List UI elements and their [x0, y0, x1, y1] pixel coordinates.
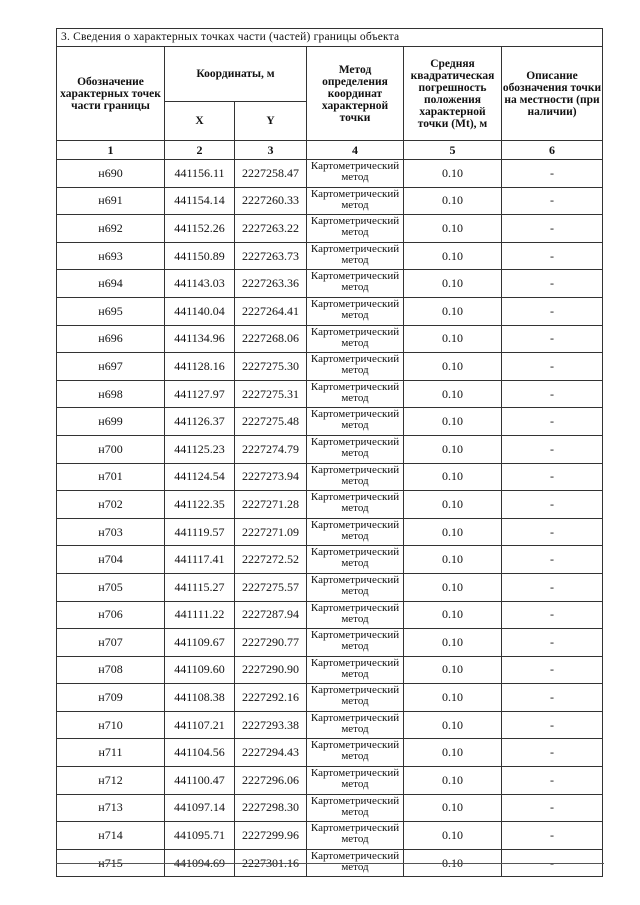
- method-line-2: метод: [341, 833, 369, 846]
- table-row: [57, 463, 603, 491]
- table-row: [57, 573, 603, 601]
- coord-y: 2227275.48: [235, 408, 307, 436]
- method: [307, 739, 404, 767]
- method-line-2: метод: [341, 695, 369, 708]
- method-line-2: метод: [341, 364, 369, 377]
- coord-y: 2227273.94: [235, 463, 307, 491]
- point-id: н690: [57, 160, 165, 188]
- method-line-1: Картометрический: [310, 518, 400, 531]
- coord-x: 441154.14: [165, 187, 235, 215]
- method-line-1: Картометрический: [310, 794, 400, 807]
- error-mt: 0.10: [404, 242, 502, 270]
- method-line-1: Картометрический: [310, 463, 400, 476]
- table-row: [57, 380, 603, 408]
- description: -: [502, 684, 603, 712]
- method: [307, 491, 404, 519]
- coord-y: 2227293.38: [235, 711, 307, 739]
- error-mt: 0.10: [404, 380, 502, 408]
- error-mt: 0.10: [404, 270, 502, 298]
- method-line-1: Картометрический: [310, 325, 400, 338]
- coord-y: 2227268.06: [235, 325, 307, 353]
- header-coordinates: Координаты, м: [165, 47, 307, 102]
- table-row: [57, 739, 603, 767]
- error-mt: 0.10: [404, 518, 502, 546]
- point-id: н701: [57, 463, 165, 491]
- method-line-1: Картометрический: [310, 353, 400, 366]
- method-line-2: метод: [341, 584, 369, 597]
- method-line-2: метод: [341, 446, 369, 459]
- coord-x: 441100.47: [165, 767, 235, 795]
- boundary-points-table: [56, 28, 603, 877]
- coord-x: 441127.97: [165, 380, 235, 408]
- method-line-2: метод: [341, 529, 369, 542]
- coord-x: 441134.96: [165, 325, 235, 353]
- description: -: [502, 353, 603, 381]
- method-line-2: метод: [341, 750, 369, 763]
- method-line-1: Картометрический: [310, 601, 400, 614]
- description: -: [502, 215, 603, 243]
- coord-x: 441152.26: [165, 215, 235, 243]
- section-title: 3. Сведения о характерных точках части (частей) границы объекта: [57, 29, 603, 47]
- point-id: н704: [57, 546, 165, 574]
- method: [307, 160, 404, 188]
- table-row: [57, 242, 603, 270]
- description: -: [502, 380, 603, 408]
- table-row: [57, 794, 603, 822]
- column-number-row: [57, 141, 603, 160]
- error-mt: 0.10: [404, 435, 502, 463]
- coord-y: 2227263.36: [235, 270, 307, 298]
- table-row: [57, 822, 603, 850]
- method-line-2: метод: [341, 419, 369, 432]
- description: -: [502, 601, 603, 629]
- description: -: [502, 408, 603, 436]
- method: [307, 187, 404, 215]
- coord-x: 441156.11: [165, 160, 235, 188]
- table-row: [57, 518, 603, 546]
- description: -: [502, 463, 603, 491]
- method-line-1: Картометрический: [310, 739, 400, 752]
- header-designation: Обозначение характерных точек части границы: [57, 47, 165, 141]
- coord-y: 2227271.28: [235, 491, 307, 519]
- error-mt: 0.10: [404, 601, 502, 629]
- method-line-2: метод: [341, 391, 369, 404]
- method-line-2: метод: [341, 778, 369, 791]
- method-line-1: Картометрический: [310, 656, 400, 669]
- description: -: [502, 794, 603, 822]
- point-id: н693: [57, 242, 165, 270]
- description: -: [502, 739, 603, 767]
- description: -: [502, 849, 603, 877]
- method-line-2: метод: [341, 860, 369, 873]
- coord-y: 2227294.43: [235, 739, 307, 767]
- header-row: [57, 47, 603, 102]
- coord-x: 441140.04: [165, 297, 235, 325]
- method: [307, 629, 404, 657]
- method-line-2: метод: [341, 805, 369, 818]
- table-row: [57, 546, 603, 574]
- method-line-1: Картометрический: [310, 849, 400, 862]
- coord-x: 441143.03: [165, 270, 235, 298]
- coord-x: 441122.35: [165, 491, 235, 519]
- method-line-2: метод: [341, 474, 369, 487]
- point-id: н705: [57, 573, 165, 601]
- coord-x: 441119.57: [165, 518, 235, 546]
- method-line-1: Картометрический: [310, 270, 400, 283]
- coord-y: 2227301.16: [235, 849, 307, 877]
- error-mt: 0.10: [404, 629, 502, 657]
- error-mt: 0.10: [404, 573, 502, 601]
- method: [307, 711, 404, 739]
- error-mt: 0.10: [404, 325, 502, 353]
- description: -: [502, 629, 603, 657]
- method: [307, 601, 404, 629]
- method: [307, 656, 404, 684]
- coord-x: 441128.16: [165, 353, 235, 381]
- point-id: н697: [57, 353, 165, 381]
- point-id: н694: [57, 270, 165, 298]
- column-number: 6: [502, 141, 603, 160]
- description: -: [502, 711, 603, 739]
- table-row: [57, 491, 603, 519]
- coord-y: 2227258.47: [235, 160, 307, 188]
- error-mt: 0.10: [404, 684, 502, 712]
- coord-y: 2227298.30: [235, 794, 307, 822]
- method: [307, 684, 404, 712]
- error-mt: 0.10: [404, 187, 502, 215]
- method-line-2: метод: [341, 502, 369, 515]
- point-id: н696: [57, 325, 165, 353]
- description: -: [502, 767, 603, 795]
- error-mt: 0.10: [404, 408, 502, 436]
- point-id: н691: [57, 187, 165, 215]
- coord-y: 2227271.09: [235, 518, 307, 546]
- table-row: [57, 270, 603, 298]
- coord-y: 2227272.52: [235, 546, 307, 574]
- error-mt: 0.10: [404, 656, 502, 684]
- coord-x: 441094.69: [165, 849, 235, 877]
- coord-x: 441095.71: [165, 822, 235, 850]
- description: -: [502, 297, 603, 325]
- method-line-1: Картометрический: [310, 711, 400, 724]
- coord-y: 2227296.06: [235, 767, 307, 795]
- error-mt: 0.10: [404, 794, 502, 822]
- coord-x: 441150.89: [165, 242, 235, 270]
- point-id: н692: [57, 215, 165, 243]
- header-error: Средняя квадратическая погрешность положения характерной точки (Mt), м: [404, 47, 502, 141]
- table-head: [57, 29, 603, 160]
- method-line-2: метод: [341, 171, 369, 183]
- method-line-1: Картометрический: [310, 408, 400, 421]
- method-line-1: Картометрический: [310, 822, 400, 835]
- method-line-1: Картометрический: [310, 767, 400, 780]
- table-row: [57, 297, 603, 325]
- table-row: [57, 325, 603, 353]
- coord-x: 441107.21: [165, 711, 235, 739]
- description: -: [502, 491, 603, 519]
- coord-x: 441126.37: [165, 408, 235, 436]
- header-x: X: [165, 102, 235, 141]
- description: -: [502, 435, 603, 463]
- point-id: н708: [57, 656, 165, 684]
- method: [307, 573, 404, 601]
- header-y: Y: [235, 102, 307, 141]
- method: [307, 242, 404, 270]
- method-line-2: метод: [341, 308, 369, 321]
- footer-divider: [56, 863, 604, 864]
- table-row: [57, 353, 603, 381]
- method: [307, 353, 404, 381]
- method-line-1: Картометрический: [310, 187, 400, 200]
- point-id: н695: [57, 297, 165, 325]
- description: -: [502, 518, 603, 546]
- error-mt: 0.10: [404, 353, 502, 381]
- error-mt: 0.10: [404, 463, 502, 491]
- table-body: [57, 160, 603, 877]
- point-id: н699: [57, 408, 165, 436]
- method-line-2: метод: [341, 226, 369, 239]
- method: [307, 518, 404, 546]
- description: -: [502, 325, 603, 353]
- coord-y: 2227290.90: [235, 656, 307, 684]
- coord-x: 441109.67: [165, 629, 235, 657]
- point-id: н709: [57, 684, 165, 712]
- error-mt: 0.10: [404, 546, 502, 574]
- point-id: н707: [57, 629, 165, 657]
- error-mt: 0.10: [404, 491, 502, 519]
- coord-y: 2227299.96: [235, 822, 307, 850]
- header-method: Метод определения координат характерной точки: [307, 47, 404, 141]
- method-line-1: Картометрический: [310, 491, 400, 504]
- method-line-2: метод: [341, 557, 369, 570]
- table-row: [57, 408, 603, 436]
- method-line-1: Картометрический: [310, 215, 400, 228]
- method-line-1: Картометрический: [310, 546, 400, 559]
- method-line-1: Картометрический: [310, 160, 400, 172]
- header-description: Описание обозначения точки на местности (при наличии): [502, 47, 603, 141]
- column-number: 1: [57, 141, 165, 160]
- method-line-2: метод: [341, 667, 369, 680]
- section-title-row: [57, 29, 603, 47]
- coord-y: 2227260.33: [235, 187, 307, 215]
- method: [307, 270, 404, 298]
- method: [307, 822, 404, 850]
- point-id: н706: [57, 601, 165, 629]
- method: [307, 794, 404, 822]
- column-number: 4: [307, 141, 404, 160]
- coord-x: 441115.27: [165, 573, 235, 601]
- method-line-2: метод: [341, 336, 369, 349]
- point-id: н710: [57, 711, 165, 739]
- description: -: [502, 242, 603, 270]
- description: -: [502, 573, 603, 601]
- method-line-1: Картометрический: [310, 573, 400, 586]
- table-row: [57, 711, 603, 739]
- coord-x: 441097.14: [165, 794, 235, 822]
- error-mt: 0.10: [404, 739, 502, 767]
- coord-y: 2227263.22: [235, 215, 307, 243]
- method: [307, 297, 404, 325]
- column-number: 5: [404, 141, 502, 160]
- method: [307, 463, 404, 491]
- method-line-1: Картометрический: [310, 629, 400, 642]
- method-line-1: Картометрический: [310, 380, 400, 393]
- coord-y: 2227274.79: [235, 435, 307, 463]
- error-mt: 0.10: [404, 215, 502, 243]
- column-number: 3: [235, 141, 307, 160]
- method: [307, 546, 404, 574]
- coord-y: 2227292.16: [235, 684, 307, 712]
- table-row: [57, 767, 603, 795]
- method: [307, 215, 404, 243]
- coord-y: 2227275.57: [235, 573, 307, 601]
- method-line-2: метод: [341, 722, 369, 735]
- method: [307, 767, 404, 795]
- point-id: н698: [57, 380, 165, 408]
- point-id: н715: [57, 849, 165, 877]
- coord-y: 2227290.77: [235, 629, 307, 657]
- table-row: [57, 160, 603, 188]
- description: -: [502, 187, 603, 215]
- method: [307, 408, 404, 436]
- method-line-2: метод: [341, 612, 369, 625]
- method: [307, 435, 404, 463]
- method-line-1: Картометрический: [310, 242, 400, 255]
- column-number: 2: [165, 141, 235, 160]
- point-id: н703: [57, 518, 165, 546]
- table-row: [57, 601, 603, 629]
- table-row: [57, 187, 603, 215]
- method-line-1: Картометрический: [310, 297, 400, 310]
- coord-x: 441124.54: [165, 463, 235, 491]
- table-row: [57, 215, 603, 243]
- table-row: [57, 684, 603, 712]
- error-mt: 0.10: [404, 822, 502, 850]
- method-line-2: метод: [341, 281, 369, 294]
- description: -: [502, 656, 603, 684]
- point-id: н713: [57, 794, 165, 822]
- method-line-2: метод: [341, 640, 369, 653]
- error-mt: 0.10: [404, 297, 502, 325]
- method-line-2: метод: [341, 198, 369, 211]
- point-id: н714: [57, 822, 165, 850]
- point-id: н712: [57, 767, 165, 795]
- method-line-2: метод: [341, 253, 369, 266]
- coord-x: 441108.38: [165, 684, 235, 712]
- method: [307, 380, 404, 408]
- method: [307, 325, 404, 353]
- coord-y: 2227287.94: [235, 601, 307, 629]
- table-row: [57, 656, 603, 684]
- error-mt: 0.10: [404, 160, 502, 188]
- method-line-1: Картометрический: [310, 684, 400, 697]
- method-line-1: Картометрический: [310, 435, 400, 448]
- table-row: [57, 629, 603, 657]
- coord-y: 2227275.31: [235, 380, 307, 408]
- error-mt: 0.10: [404, 849, 502, 877]
- table-row: [57, 435, 603, 463]
- coord-x: 441117.41: [165, 546, 235, 574]
- error-mt: 0.10: [404, 767, 502, 795]
- point-id: н702: [57, 491, 165, 519]
- point-id: н711: [57, 739, 165, 767]
- point-id: н700: [57, 435, 165, 463]
- description: -: [502, 546, 603, 574]
- error-mt: 0.10: [404, 711, 502, 739]
- coord-x: 441125.23: [165, 435, 235, 463]
- coord-y: 2227263.73: [235, 242, 307, 270]
- coord-x: 441109.60: [165, 656, 235, 684]
- description: -: [502, 822, 603, 850]
- coord-x: 441104.56: [165, 739, 235, 767]
- document-sheet: [56, 28, 602, 877]
- coord-x: 441111.22: [165, 601, 235, 629]
- coord-y: 2227264.41: [235, 297, 307, 325]
- description: -: [502, 270, 603, 298]
- description: -: [502, 160, 603, 188]
- coord-y: 2227275.30: [235, 353, 307, 381]
